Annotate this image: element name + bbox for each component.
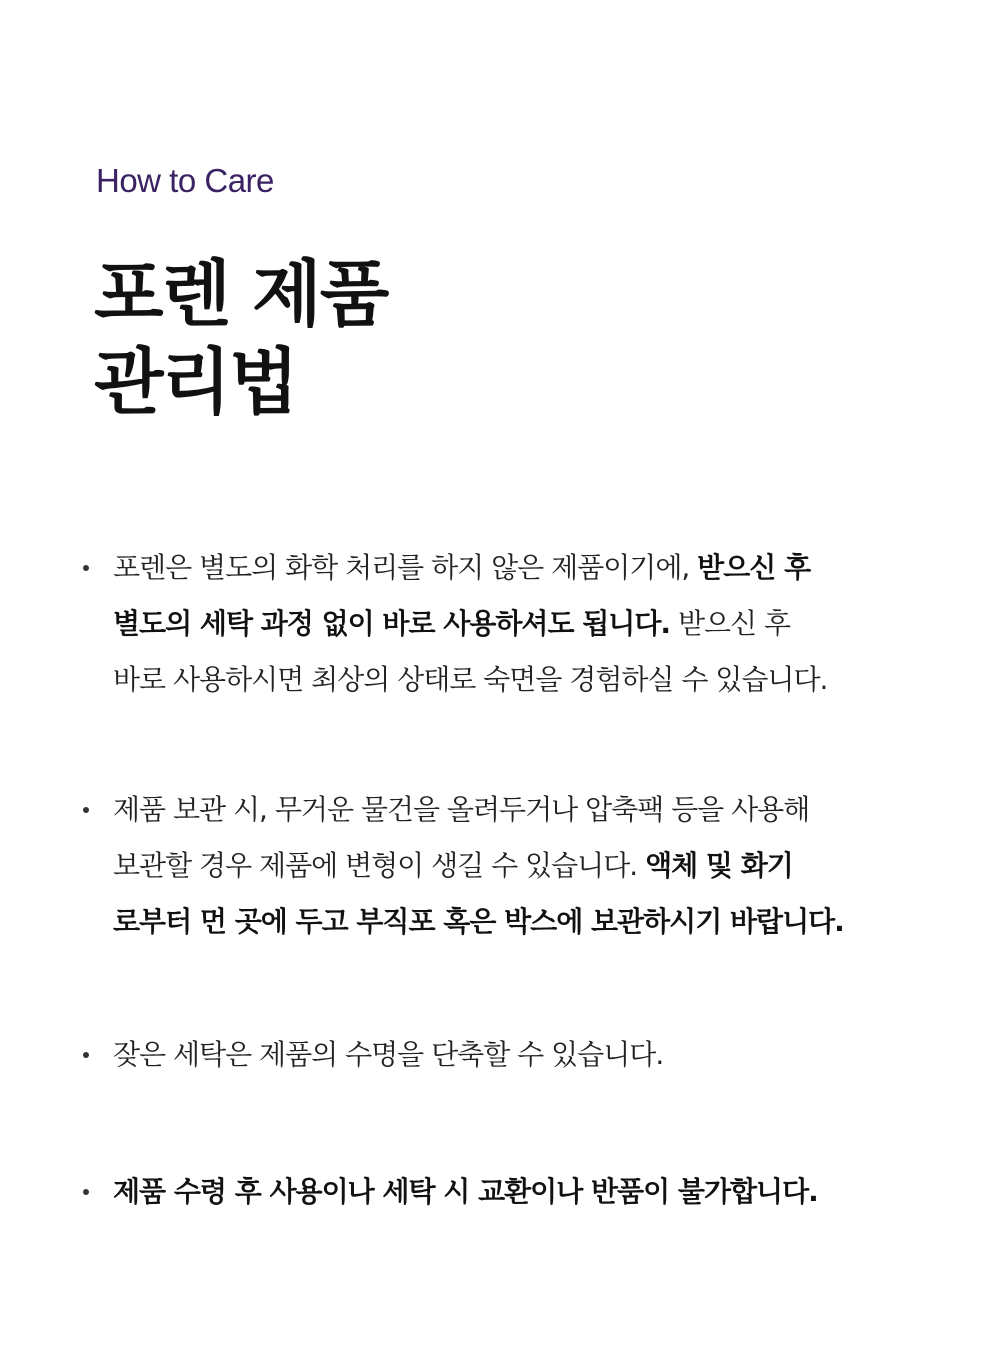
care-item-line: 잦은 세탁은 제품의 수명을 단축할 수 있습니다. bbox=[113, 1038, 664, 1071]
care-item-no-returns bbox=[113, 1164, 903, 1220]
care-item-storage bbox=[113, 782, 903, 950]
bullet-dot bbox=[83, 807, 89, 813]
care-item-emphasis: 받으신 후 bbox=[697, 551, 811, 584]
care-item-line: 제품 보관 시, 무거운 물건을 올려두거나 압축팩 등을 사용해 bbox=[113, 793, 810, 826]
bullet-dot bbox=[83, 1189, 89, 1195]
care-item-line bbox=[113, 1164, 903, 1220]
page-title-line-1: 포렌 제품 bbox=[94, 252, 388, 336]
bullet-dot bbox=[83, 565, 89, 571]
care-item-line bbox=[113, 838, 903, 894]
page-title-line-2: 관리법 bbox=[94, 340, 297, 424]
care-item-line bbox=[113, 894, 903, 950]
care-item-frequent-washing bbox=[113, 1027, 903, 1083]
care-item-line bbox=[113, 596, 903, 652]
section-subtitle: How to Care bbox=[96, 162, 274, 199]
care-item-emphasis: 로부터 먼 곳에 두고 부직포 혹은 박스에 보관하시기 바랍니다. bbox=[113, 905, 844, 938]
care-item-line bbox=[113, 540, 903, 596]
bullet-dot bbox=[83, 1052, 89, 1058]
care-item-text: 보관할 경우 제품에 변형이 생길 수 있습니다. bbox=[113, 849, 646, 882]
care-item-line: 바로 사용하시면 최상의 상태로 숙면을 경험하실 수 있습니다. bbox=[113, 663, 828, 696]
care-item-emphasis: 별도의 세탁 과정 없이 바로 사용하셔도 됩니다. bbox=[113, 607, 671, 640]
care-item-text: 포렌은 별도의 화학 처리를 하지 않은 제품이기에, bbox=[113, 551, 698, 584]
care-item-emphasis: 제품 수령 후 사용이나 세탁 시 교환이나 반품이 불가합니다. bbox=[113, 1175, 818, 1208]
page-title bbox=[94, 250, 387, 426]
care-item-emphasis: 액체 및 화기 bbox=[645, 849, 793, 882]
care-item-text: 받으신 후 bbox=[670, 607, 791, 640]
care-item-no-wash-needed bbox=[113, 540, 903, 708]
